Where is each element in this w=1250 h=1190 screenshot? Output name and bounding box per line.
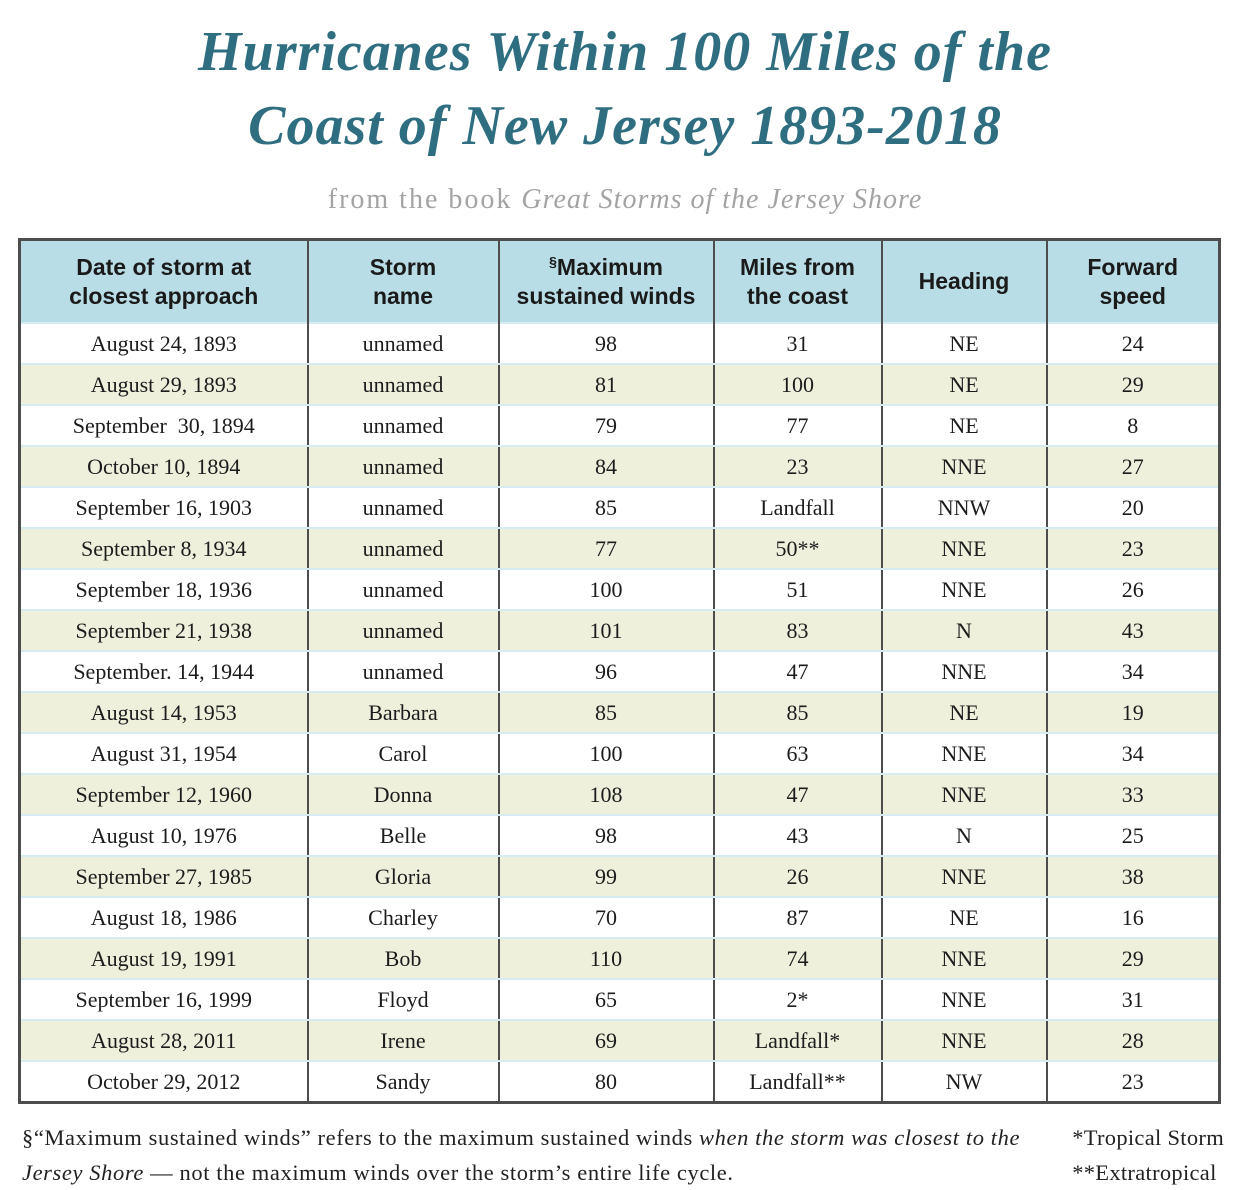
table-row [20, 323, 1220, 364]
cell-heading: N [882, 610, 1047, 651]
cell-heading: NE [882, 323, 1047, 364]
cell-date: August 19, 1991 [20, 938, 308, 979]
cell-miles-from-coast: 74 [714, 938, 882, 979]
cell-storm-name: Donna [308, 774, 499, 815]
cell-forward-speed: 29 [1047, 938, 1220, 979]
footnote-segment: §“Maximum sustained winds” refers to the maximum sustained winds [22, 1124, 700, 1150]
table-row [20, 569, 1220, 610]
cell-forward-speed: 26 [1047, 569, 1220, 610]
subtitle [0, 184, 1250, 216]
column-header-label: Maximum [556, 253, 664, 280]
cell-max-winds: 98 [499, 815, 714, 856]
cell-max-winds: 77 [499, 528, 714, 569]
cell-date: September 16, 1903 [20, 487, 308, 528]
column-header-label: sustained winds [516, 282, 696, 309]
footnote-symbols [1072, 1120, 1224, 1190]
cell-max-winds: 85 [499, 487, 714, 528]
cell-date: September 8, 1934 [20, 528, 308, 569]
cell-heading: NNW [882, 487, 1047, 528]
cell-date: August 24, 1893 [20, 323, 308, 364]
cell-max-winds: 100 [499, 569, 714, 610]
cell-miles-from-coast: 63 [714, 733, 882, 774]
cell-forward-speed: 34 [1047, 651, 1220, 692]
cell-date: September 18, 1936 [20, 569, 308, 610]
cell-storm-name: unnamed [308, 364, 499, 405]
cell-heading: NE [882, 692, 1047, 733]
table-row [20, 938, 1220, 979]
cell-max-winds: 110 [499, 938, 714, 979]
hurricane-table [18, 238, 1221, 1104]
cell-heading: NNE [882, 1020, 1047, 1061]
table-row [20, 815, 1220, 856]
cell-date: October 29, 2012 [20, 1061, 308, 1102]
table-row [20, 487, 1220, 528]
cell-storm-name: Carol [308, 733, 499, 774]
cell-forward-speed: 28 [1047, 1020, 1220, 1061]
section-mark: § [548, 254, 557, 271]
column-header-storm-name [308, 239, 499, 323]
column-header-label: speed [1099, 282, 1166, 309]
cell-forward-speed: 19 [1047, 692, 1220, 733]
cell-miles-from-coast: 26 [714, 856, 882, 897]
cell-forward-speed: 29 [1047, 364, 1220, 405]
cell-heading: NNE [882, 733, 1047, 774]
cell-storm-name: unnamed [308, 405, 499, 446]
column-header-label: Storm [369, 253, 437, 280]
table-row [20, 1061, 1220, 1102]
cell-max-winds: 100 [499, 733, 714, 774]
cell-storm-name: Sandy [308, 1061, 499, 1102]
cell-storm-name: unnamed [308, 610, 499, 651]
cell-max-winds: 81 [499, 364, 714, 405]
cell-storm-name: Charley [308, 897, 499, 938]
cell-heading: NW [882, 1061, 1047, 1102]
footnote-tropical-storm: *Tropical Storm [1072, 1124, 1224, 1150]
cell-miles-from-coast: Landfall [714, 487, 882, 528]
cell-max-winds: 69 [499, 1020, 714, 1061]
table-row [20, 405, 1220, 446]
cell-heading: NNE [882, 528, 1047, 569]
cell-miles-from-coast: 50** [714, 528, 882, 569]
cell-max-winds: 80 [499, 1061, 714, 1102]
cell-miles-from-coast: 87 [714, 897, 882, 938]
cell-max-winds: 96 [499, 651, 714, 692]
cell-heading: NE [882, 405, 1047, 446]
cell-max-winds: 65 [499, 979, 714, 1020]
cell-storm-name: Irene [308, 1020, 499, 1061]
column-header-label: Miles from [739, 253, 856, 280]
cell-storm-name: Barbara [308, 692, 499, 733]
cell-storm-name: unnamed [308, 569, 499, 610]
column-header-date [20, 239, 308, 323]
cell-heading: NNE [882, 569, 1047, 610]
cell-max-winds: 84 [499, 446, 714, 487]
column-header-label: Forward [1087, 253, 1179, 280]
cell-miles-from-coast: 100 [714, 364, 882, 405]
cell-heading: NNE [882, 774, 1047, 815]
cell-miles-from-coast: 85 [714, 692, 882, 733]
title-line-2: Coast of New Jersey 1893-2018 [248, 94, 1002, 157]
cell-forward-speed: 34 [1047, 733, 1220, 774]
cell-date: August 14, 1953 [20, 692, 308, 733]
table-row [20, 651, 1220, 692]
cell-storm-name: Floyd [308, 979, 499, 1020]
cell-heading: NE [882, 364, 1047, 405]
cell-miles-from-coast: 23 [714, 446, 882, 487]
table-header-row [20, 239, 1220, 323]
cell-forward-speed: 8 [1047, 405, 1220, 446]
cell-heading: NNE [882, 651, 1047, 692]
cell-heading: NNE [882, 856, 1047, 897]
footnote-segment: when the storm was closest to the Jersey Shore [22, 1124, 1021, 1185]
cell-storm-name: unnamed [308, 651, 499, 692]
cell-forward-speed: 20 [1047, 487, 1220, 528]
cell-date: September 27, 1985 [20, 856, 308, 897]
table-row [20, 733, 1220, 774]
table-row [20, 1020, 1220, 1061]
cell-forward-speed: 38 [1047, 856, 1220, 897]
cell-storm-name: unnamed [308, 446, 499, 487]
table-row [20, 610, 1220, 651]
cell-date: September 16, 1999 [20, 979, 308, 1020]
cell-max-winds: 99 [499, 856, 714, 897]
footnote-segment: — not the maximum winds over the storm’s entire life cycle. [143, 1159, 734, 1185]
cell-storm-name: Belle [308, 815, 499, 856]
table-row [20, 897, 1220, 938]
cell-miles-from-coast: 83 [714, 610, 882, 651]
column-header-label: Heading [918, 268, 1010, 295]
cell-forward-speed: 24 [1047, 323, 1220, 364]
cell-max-winds: 70 [499, 897, 714, 938]
column-header-label: the coast [747, 282, 848, 309]
cell-heading: NNE [882, 446, 1047, 487]
cell-forward-speed: 23 [1047, 1061, 1220, 1102]
cell-heading: NNE [882, 979, 1047, 1020]
table-row [20, 692, 1220, 733]
column-header-label: Date of storm at [76, 253, 252, 280]
cell-max-winds: 98 [499, 323, 714, 364]
table-row [20, 446, 1220, 487]
cell-storm-name: Gloria [308, 856, 499, 897]
cell-storm-name: unnamed [308, 487, 499, 528]
cell-forward-speed: 23 [1047, 528, 1220, 569]
cell-date: September 21, 1938 [20, 610, 308, 651]
cell-miles-from-coast: 51 [714, 569, 882, 610]
cell-heading: NNE [882, 938, 1047, 979]
cell-date: August 31, 1954 [20, 733, 308, 774]
column-header-heading [882, 239, 1047, 323]
cell-max-winds: 101 [499, 610, 714, 651]
cell-miles-from-coast: 77 [714, 405, 882, 446]
cell-date: September 30, 1894 [20, 405, 308, 446]
cell-heading: N [882, 815, 1047, 856]
cell-heading: NE [882, 897, 1047, 938]
cell-storm-name: Bob [308, 938, 499, 979]
subtitle-prefix: from the book [327, 183, 522, 215]
cell-forward-speed: 31 [1047, 979, 1220, 1020]
cell-forward-speed: 16 [1047, 897, 1220, 938]
cell-date: September 12, 1960 [20, 774, 308, 815]
column-header-forward-speed [1047, 239, 1220, 323]
cell-date: October 10, 1894 [20, 446, 308, 487]
cell-max-winds: 79 [499, 405, 714, 446]
table-row [20, 528, 1220, 569]
cell-forward-speed: 43 [1047, 610, 1220, 651]
cell-miles-from-coast: 2* [714, 979, 882, 1020]
table-row [20, 856, 1220, 897]
cell-miles-from-coast: Landfall** [714, 1061, 882, 1102]
subtitle-book-title: Great Storms of the Jersey Shore [521, 183, 923, 215]
table-row [20, 979, 1220, 1020]
column-header-miles-from-coast [714, 239, 882, 323]
cell-miles-from-coast: 31 [714, 323, 882, 364]
cell-date: August 28, 2011 [20, 1020, 308, 1061]
footnote-winds-definition [22, 1120, 1022, 1190]
cell-forward-speed: 33 [1047, 774, 1220, 815]
cell-date: August 29, 1893 [20, 364, 308, 405]
title-line-1: Hurricanes Within 100 Miles of the [198, 21, 1052, 83]
footnotes [22, 1120, 1224, 1190]
cell-miles-from-coast: 43 [714, 815, 882, 856]
column-header-label: name [372, 282, 434, 309]
cell-miles-from-coast: 47 [714, 651, 882, 692]
cell-date: August 18, 1986 [20, 897, 308, 938]
cell-forward-speed: 27 [1047, 446, 1220, 487]
cell-date: September. 14, 1944 [20, 651, 308, 692]
cell-max-winds: 108 [499, 774, 714, 815]
table-row [20, 774, 1220, 815]
cell-max-winds: 85 [499, 692, 714, 733]
cell-date: August 10, 1976 [20, 815, 308, 856]
column-header-label: closest approach [69, 282, 259, 309]
cell-miles-from-coast: Landfall* [714, 1020, 882, 1061]
cell-storm-name: unnamed [308, 528, 499, 569]
cell-miles-from-coast: 47 [714, 774, 882, 815]
footnote-extratropical: **Extratropical [1072, 1159, 1217, 1185]
page-title [0, 16, 1250, 164]
cell-storm-name: unnamed [308, 323, 499, 364]
cell-forward-speed: 25 [1047, 815, 1220, 856]
column-header-max-winds [499, 239, 714, 323]
table-row [20, 364, 1220, 405]
